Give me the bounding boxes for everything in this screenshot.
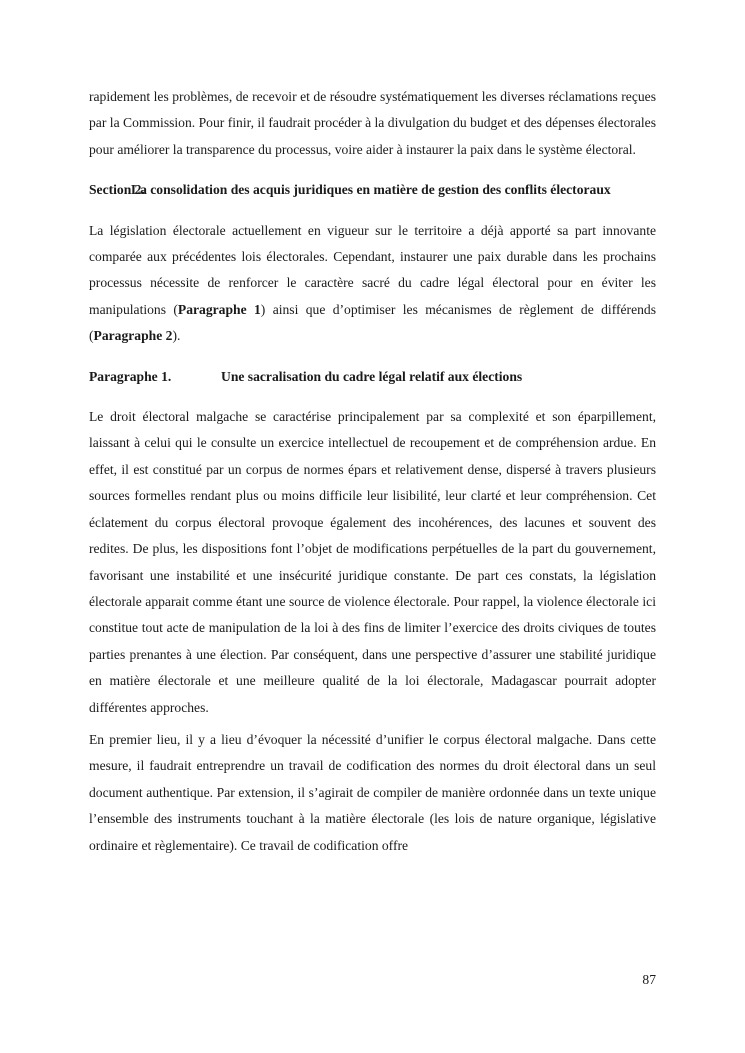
paragraph-continuation: rapidement les problèmes, de recevoir et de résoudre systématiquement les diverses réclamations reçues par la Commission. Pour finir, il faudrait procéder à la divulgation du budget et des dépenses électorales pour améliorer la transparence du processus, voire aider à instaurer la paix dans le système électoral.	[89, 89, 656, 157]
intro-ref-paragraph-2: Paragraphe 2	[93, 328, 173, 344]
intro-text-c: ) ainsi que d’optimiser les mécanismes de règlement de différends (	[89, 301, 656, 344]
intro-text-e: ).	[172, 328, 181, 344]
intro-text-a: La législation électorale actuellement en vigueur sur le territoire a déjà apporté sa part innovante comparée aux précédentes lois électorales. Cependant, instaurer une paix durable dans les prochains processus nécessite de renforcer le caractère sacré du cadre légal électoral pour en éviter les manipulations (	[89, 222, 656, 317]
paragraph-heading-number: Paragraphe 1.	[89, 368, 172, 384]
section-title: La consolidation des acquis juridiques en matière de gestion des conflits électoraux	[131, 182, 611, 198]
paragraph-heading-title: Une sacralisation du cadre légal relatif aux élections	[221, 368, 523, 384]
paragraph-intro	[89, 218, 656, 350]
paragraph-body-1: Le droit électoral malgache se caractérise principalement par sa complexité et son éparpillement, laissant à celui qui le consulte un exercice intellectuel de recoupement et de compréhension ardue. En effet, il est constitué par un corpus de normes épars et relativement dense, dispersé à travers plusieurs sources formelles rendant plus ou moins difficile leur lisibilité, leur clarté et leur compréhension. Cet éclatement du corpus électoral provoque également des incohérences, des lacunes et souvent des redites. De plus, les dispositions font l’objet de modifications perpétuelles de la part du gouvernement, favorisant une instabilité et une insécurité juridique constante. De part ces constats, la législation électorale apparait comme étant une source de violence électorale. Pour rappel, la violence électorale ici constitue tout acte de manipulation de la loi à des fins de limiter l’exercice des droits civiques de toutes parties prenantes à une élection. Par conséquent, dans une perspective d’assurer une stabilité juridique en matière électorale et une meilleure qualité de la loi électorale, Madagascar pourrait adopter différentes approches.	[89, 409, 656, 715]
paragraph-heading	[89, 364, 656, 390]
paragraph-body-2: En premier lieu, il y a lieu d’évoquer la nécessité d’unifier le corpus électoral malgache. Dans cette mesure, il faudrait entreprendre un travail de codification des normes du droit électoral dans un seul document authentique. Par extension, il s’agirait de compiler de manière ordonnée dans un texte unique l’ensemble des instruments touchant à la matière électorale (les lois de nature organique, législative ordinaire et règlementaire). Ce travail de codification offre	[89, 731, 656, 853]
document-body	[89, 84, 656, 859]
page-number: 87	[642, 972, 656, 987]
intro-ref-paragraph-1: Paragraphe 1	[177, 301, 261, 317]
section-number: Section 2.	[89, 182, 145, 198]
section-heading	[89, 177, 656, 203]
